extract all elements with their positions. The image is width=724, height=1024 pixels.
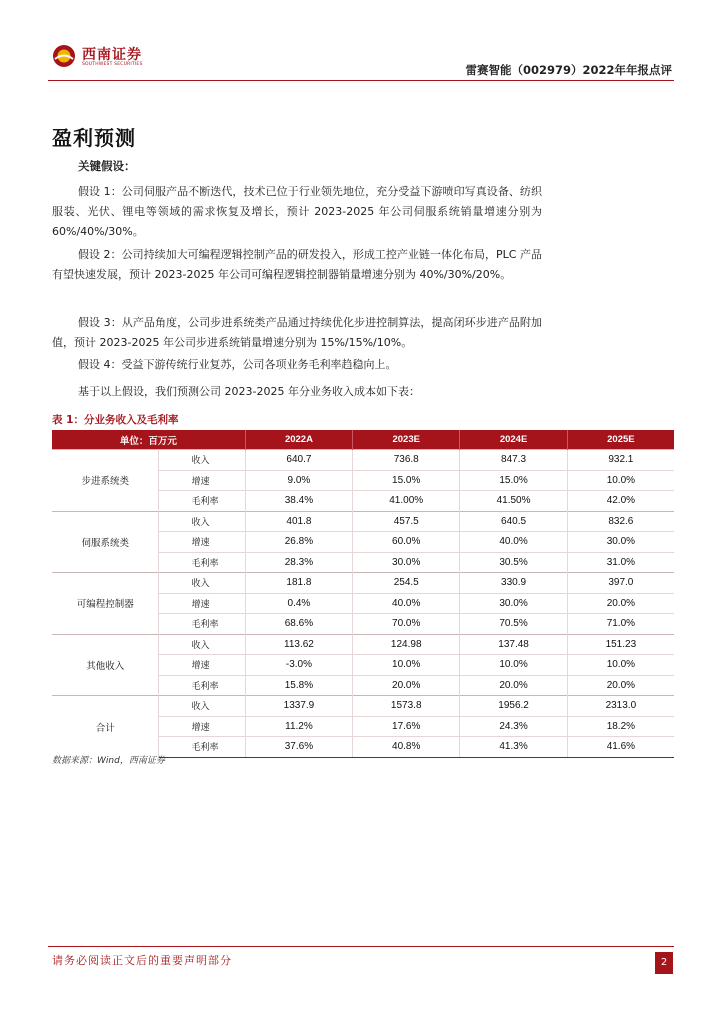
table-cell: 20.0% <box>567 593 674 614</box>
year-header: 2024E <box>460 430 567 450</box>
forecast-intro-paragraph: 基于以上假设，我们预测公司 2023-2025 年分业务收入成本如下表： <box>78 385 420 398</box>
segment-revenue-table <box>52 430 674 758</box>
table-cell: 20.0% <box>353 675 460 696</box>
table-caption: 表 1：分业务收入及毛利率 <box>52 414 179 426</box>
table-cell: 10.0% <box>353 655 460 676</box>
unit-header: 单位：百万元 <box>52 430 245 450</box>
table-cell: 254.5 <box>353 573 460 594</box>
table-cell: 124.98 <box>353 634 460 655</box>
table-cell: 68.6% <box>245 614 352 635</box>
table-cell: 10.0% <box>567 655 674 676</box>
metric-label: 增速 <box>159 655 245 676</box>
table-cell: 30.0% <box>567 532 674 553</box>
table-cell: 10.0% <box>460 655 567 676</box>
table-cell: 17.6% <box>353 716 460 737</box>
header-divider <box>48 80 674 81</box>
metric-label: 收入 <box>159 634 245 655</box>
table-cell: 30.5% <box>460 552 567 573</box>
metric-label: 毛利率 <box>159 491 245 512</box>
table-row <box>52 634 674 655</box>
table-source: 数据来源：Wind，西南证券 <box>52 756 165 766</box>
metric-label: 增速 <box>159 716 245 737</box>
table-cell: -3.0% <box>245 655 352 676</box>
table-cell: 330.9 <box>460 573 567 594</box>
table-cell: 24.3% <box>460 716 567 737</box>
segment-name: 其他收入 <box>52 634 159 696</box>
segment-name: 步进系统类 <box>52 450 159 512</box>
table-cell: 20.0% <box>460 675 567 696</box>
table-cell: 40.0% <box>353 593 460 614</box>
table-cell: 397.0 <box>567 573 674 594</box>
table-cell: 401.8 <box>245 511 352 532</box>
table-cell: 41.6% <box>567 737 674 758</box>
table-cell: 640.5 <box>460 511 567 532</box>
table-cell: 1573.8 <box>353 696 460 717</box>
metric-label: 收入 <box>159 573 245 594</box>
metric-label: 收入 <box>159 511 245 532</box>
metric-label: 毛利率 <box>159 675 245 696</box>
table-cell: 137.48 <box>460 634 567 655</box>
metric-label: 增速 <box>159 593 245 614</box>
table-cell: 457.5 <box>353 511 460 532</box>
table-cell: 181.8 <box>245 573 352 594</box>
table-cell: 18.2% <box>567 716 674 737</box>
year-header: 2023E <box>353 430 460 450</box>
page-number: 2 <box>655 952 673 974</box>
table-cell: 38.4% <box>245 491 352 512</box>
table-cell: 40.0% <box>460 532 567 553</box>
logo-mark-icon <box>52 44 76 68</box>
logo-english-name: SOUTHWEST SECURITIES <box>82 62 143 67</box>
table-cell: 736.8 <box>353 450 460 471</box>
footer-divider <box>48 946 674 947</box>
table-cell: 42.0% <box>567 491 674 512</box>
metric-label: 毛利率 <box>159 737 245 758</box>
table-cell: 70.5% <box>460 614 567 635</box>
table-cell: 41.50% <box>460 491 567 512</box>
report-title: 雷赛智能（002979）2022年年报点评 <box>465 63 672 77</box>
table-cell: 15.0% <box>353 470 460 491</box>
table-cell: 40.8% <box>353 737 460 758</box>
table-cell: 2313.0 <box>567 696 674 717</box>
table-cell: 151.23 <box>567 634 674 655</box>
year-header: 2025E <box>567 430 674 450</box>
table-cell: 932.1 <box>567 450 674 471</box>
table-cell: 10.0% <box>567 470 674 491</box>
key-assumptions-title: 关键假设： <box>78 159 136 173</box>
metric-label: 收入 <box>159 696 245 717</box>
table-cell: 847.3 <box>460 450 567 471</box>
metric-label: 增速 <box>159 532 245 553</box>
year-header: 2022A <box>245 430 352 450</box>
logo-chinese-name: 西南证券 <box>82 47 142 63</box>
table-cell: 28.3% <box>245 552 352 573</box>
metric-label: 毛利率 <box>159 552 245 573</box>
table-cell: 60.0% <box>353 532 460 553</box>
table-cell: 11.2% <box>245 716 352 737</box>
table-cell: 71.0% <box>567 614 674 635</box>
company-logo <box>52 42 162 76</box>
table-cell: 1337.9 <box>245 696 352 717</box>
section-title: 盈利预测 <box>52 126 136 150</box>
metric-label: 毛利率 <box>159 614 245 635</box>
segment-name: 伺服系统类 <box>52 511 159 573</box>
table-cell: 15.0% <box>460 470 567 491</box>
table-cell: 26.8% <box>245 532 352 553</box>
segment-name: 可编程控制器 <box>52 573 159 635</box>
table-cell: 37.6% <box>245 737 352 758</box>
table-cell: 1956.2 <box>460 696 567 717</box>
metric-label: 增速 <box>159 470 245 491</box>
table-cell: 41.3% <box>460 737 567 758</box>
assumption-paragraph-2: 假设 2：公司持续加大可编程逻辑控制产品的研发投入，形成工控产业链一体化布局，PLC 产品有望快速发展，预计 2023-2025 年公司可编程逻辑控制器销量增速分别为 40%/30%/20%。 <box>52 248 542 281</box>
table-cell: 640.7 <box>245 450 352 471</box>
table-cell: 41.00% <box>353 491 460 512</box>
table-row <box>52 450 674 471</box>
footer-disclaimer: 请务必阅读正文后的重要声明部分 <box>52 954 232 967</box>
table-row <box>52 696 674 717</box>
table-cell: 70.0% <box>353 614 460 635</box>
table-row <box>52 573 674 594</box>
table-cell: 31.0% <box>567 552 674 573</box>
assumption-paragraph-1: 假设 1：公司伺服产品不断迭代，技术已位于行业领先地位，充分受益下游喷印写真设备、纺织服装、光伏、锂电等领域的需求恢复及增长，预计 2023-2025 年公司伺服系统销量增速分别为 60%/40%/30%。 <box>52 185 542 238</box>
table-cell: 832.6 <box>567 511 674 532</box>
assumption-paragraph-4: 假设 4：受益下游传统行业复苏，公司各项业务毛利率趋稳向上。 <box>78 358 397 371</box>
table-cell: 113.62 <box>245 634 352 655</box>
table-cell: 0.4% <box>245 593 352 614</box>
table-row <box>52 511 674 532</box>
metric-label: 收入 <box>159 450 245 471</box>
table-cell: 30.0% <box>460 593 567 614</box>
segment-name: 合计 <box>52 696 159 758</box>
assumption-paragraph-3: 假设 3：从产品角度，公司步进系统类产品通过持续优化步进控制算法，提高闭环步进产品附加值，预计 2023-2025 年公司步进系统销量增速分别为 15%/15%/10%。 <box>52 316 542 349</box>
table-cell: 20.0% <box>567 675 674 696</box>
table-cell: 30.0% <box>353 552 460 573</box>
table-header-row <box>52 430 674 450</box>
table-cell: 9.0% <box>245 470 352 491</box>
table-cell: 15.8% <box>245 675 352 696</box>
